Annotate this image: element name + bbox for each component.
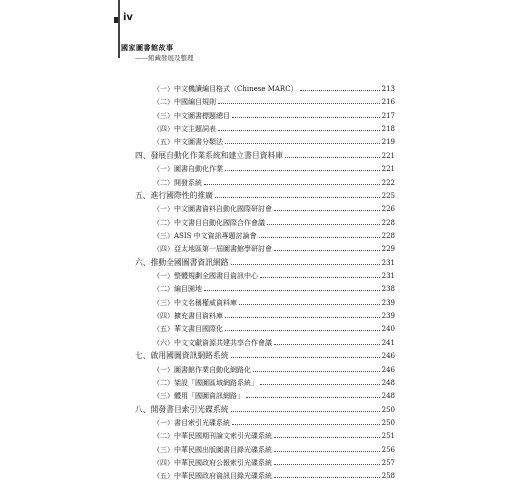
toc-entry-page-number: 216 bbox=[381, 98, 395, 107]
toc-entry-page-number: 228 bbox=[381, 218, 395, 227]
toc-entry-title: （一）書目索引光碟系統 bbox=[153, 418, 230, 427]
dot-leader bbox=[232, 108, 380, 118]
toc-subsection-entry bbox=[135, 175, 395, 188]
dot-leader bbox=[225, 308, 380, 318]
toc-subsection-entry bbox=[135, 228, 395, 241]
toc-entry-title: （六）中文文獻資源共建共享合作會議 bbox=[153, 338, 272, 347]
toc-subsection-entry bbox=[135, 415, 395, 428]
toc-entry-page-number: 219 bbox=[381, 138, 395, 147]
toc-subsection-entry bbox=[135, 134, 395, 147]
toc-entry-page-number: 256 bbox=[381, 445, 395, 454]
book-title: 國家圖書館故事 bbox=[121, 44, 174, 52]
dot-leader bbox=[232, 415, 380, 425]
toc-subsection-entry bbox=[135, 308, 395, 321]
dot-leader bbox=[274, 201, 380, 211]
toc-entry-title: （二）中文書目自動化國際合作會議 bbox=[153, 218, 265, 227]
toc-subsection-entry bbox=[135, 428, 395, 441]
toc-subsection-entry bbox=[135, 375, 395, 388]
toc-section-entry bbox=[135, 348, 395, 361]
dot-leader bbox=[274, 442, 380, 452]
toc-entry-page-number: 226 bbox=[381, 205, 395, 214]
toc-entry-page-number: 225 bbox=[381, 191, 395, 200]
dot-leader bbox=[231, 255, 380, 265]
dot-leader bbox=[274, 241, 380, 251]
toc-entry-title: （二）編目園地 bbox=[153, 285, 202, 294]
dot-leader bbox=[218, 94, 380, 104]
toc-entry-title: （二）中國編目規則 bbox=[153, 98, 216, 107]
toc-entry-page-number: 213 bbox=[381, 85, 395, 93]
toc-entry-page-number: 229 bbox=[381, 245, 395, 254]
toc-subsection-entry bbox=[135, 94, 395, 107]
toc-entry-page-number: 217 bbox=[381, 111, 395, 120]
toc-entry-page-number: 231 bbox=[381, 272, 395, 281]
toc-entry-title: （五）中文圖書分類法 bbox=[153, 138, 223, 147]
page-number: iv bbox=[123, 12, 133, 23]
toc-entry-title: （三）ASIS 中文資訊專題討論會 bbox=[153, 231, 257, 240]
dot-leader bbox=[274, 468, 380, 478]
toc-entry-page-number: 240 bbox=[381, 325, 395, 334]
dot-leader bbox=[267, 215, 380, 225]
toc-subsection-entry bbox=[135, 295, 395, 308]
toc-subsection-entry bbox=[135, 362, 395, 375]
toc-entry-page-number: 222 bbox=[381, 178, 395, 187]
toc-subsection-entry bbox=[135, 468, 395, 481]
toc-entry-page-number: 221 bbox=[381, 165, 395, 174]
toc-subsection-entry bbox=[135, 442, 395, 455]
toc-entry-title: （二）開發系統 bbox=[153, 178, 202, 187]
toc-subsection-entry bbox=[135, 321, 395, 334]
toc-entry-title: 五、進行國際性的推廣 bbox=[135, 190, 213, 200]
toc-entry-page-number: 246 bbox=[381, 365, 395, 374]
dot-leader bbox=[225, 321, 380, 331]
toc-entry-page-number: 239 bbox=[381, 298, 395, 307]
toc-subsection-entry bbox=[135, 81, 395, 94]
toc-subsection-entry bbox=[135, 121, 395, 134]
toc-entry-page-number: 238 bbox=[381, 285, 395, 294]
table-of-contents bbox=[135, 81, 395, 482]
toc-entry-title: （一）圖書館作業自動化網路化 bbox=[153, 365, 251, 374]
dot-leader bbox=[231, 402, 380, 412]
dot-leader bbox=[225, 134, 380, 144]
toc-subsection-entry bbox=[135, 455, 395, 468]
toc-entry-title: （一）中文圖書資料自動化國際研討會 bbox=[153, 205, 272, 214]
toc-entry-page-number: 241 bbox=[381, 338, 395, 347]
toc-entry-page-number: 218 bbox=[381, 125, 395, 134]
toc-subsection-entry bbox=[135, 281, 395, 294]
toc-entry-title: （四）擴充書目資料庫 bbox=[153, 312, 223, 321]
dot-leader bbox=[215, 188, 380, 198]
toc-entry-page-number: 258 bbox=[381, 472, 395, 481]
toc-entry-page-number: 228 bbox=[381, 231, 395, 240]
dot-leader bbox=[300, 81, 380, 91]
toc-entry-page-number: 248 bbox=[381, 378, 395, 387]
toc-entry-page-number: 257 bbox=[381, 459, 395, 468]
book-subtitle: ——館藏發展及整理 bbox=[135, 54, 194, 62]
dot-leader bbox=[285, 148, 379, 158]
dot-leader bbox=[253, 362, 380, 372]
toc-section-entry bbox=[135, 188, 395, 201]
page-marker bbox=[114, 17, 118, 23]
toc-entry-title: （四）中文主題詞表 bbox=[153, 125, 216, 134]
dot-leader bbox=[274, 428, 380, 438]
toc-entry-title: 六、推動全國圖書資訊網路 bbox=[135, 257, 229, 267]
toc-subsection-entry bbox=[135, 201, 395, 214]
toc-entry-title: （一）中文機讀編目格式（Chinese MARC） bbox=[153, 85, 298, 93]
toc-subsection-entry bbox=[135, 161, 395, 174]
toc-entry-page-number: 231 bbox=[381, 258, 395, 267]
toc-entry-title: （一）圖書自動化作業 bbox=[153, 165, 223, 174]
toc-entry-page-number: 250 bbox=[381, 418, 395, 427]
toc-entry-page-number: 248 bbox=[381, 392, 395, 401]
toc-subsection-entry bbox=[135, 108, 395, 121]
dot-leader bbox=[260, 375, 380, 385]
toc-entry-title: （四）亞太地區第一屆圖書館學研討會 bbox=[153, 245, 272, 254]
dot-leader bbox=[231, 348, 380, 358]
toc-entry-page-number: 251 bbox=[381, 432, 395, 441]
toc-entry-title: （三）體用「國圖資訊網路」 bbox=[153, 392, 244, 401]
dot-leader bbox=[259, 228, 380, 238]
toc-subsection-entry bbox=[135, 241, 395, 254]
dot-leader bbox=[204, 281, 380, 291]
toc-section-entry bbox=[135, 402, 395, 415]
toc-entry-title: （五）華文書目國際化 bbox=[153, 325, 223, 334]
toc-section-entry bbox=[135, 255, 395, 268]
toc-section-entry bbox=[135, 148, 395, 161]
toc-entry-title: （三）中文圖書標題總目 bbox=[153, 111, 230, 120]
dot-leader bbox=[274, 335, 380, 345]
dot-leader bbox=[274, 455, 380, 465]
toc-entry-title: 四、發展自動化作業系統和建立書目資料庫 bbox=[135, 150, 284, 160]
toc-entry-page-number: 221 bbox=[381, 151, 395, 160]
dot-leader bbox=[218, 121, 380, 131]
toc-entry-page-number: 250 bbox=[381, 405, 395, 414]
dot-leader bbox=[239, 295, 380, 305]
toc-entry-title: （五）中華民國政府資訊目錄光碟系統 bbox=[153, 472, 272, 481]
toc-entry-title: （三）中華民國出版圖書目錄光碟系統 bbox=[153, 445, 272, 454]
toc-entry-title: （四）中華民國政府公報索引光碟系統 bbox=[153, 459, 272, 468]
toc-entry-title: 八、開發書目索引光碟系統 bbox=[135, 404, 229, 414]
dot-leader bbox=[260, 268, 380, 278]
toc-entry-page-number: 246 bbox=[381, 352, 395, 361]
toc-subsection-entry bbox=[135, 335, 395, 348]
toc-entry-title: 七、啟用國圖資訊網路系統 bbox=[135, 351, 229, 361]
toc-subsection-entry bbox=[135, 388, 395, 401]
toc-entry-title: （一）整體規劃全國書目資訊中心 bbox=[153, 272, 258, 281]
toc-entry-title: （二）架設「國圖區域網路系統」 bbox=[153, 378, 258, 387]
dot-leader bbox=[246, 388, 380, 398]
toc-subsection-entry bbox=[135, 268, 395, 281]
dot-leader bbox=[225, 161, 380, 171]
toc-entry-page-number: 239 bbox=[381, 312, 395, 321]
toc-entry-title: （二）中華民國期刊論文索引光碟系統 bbox=[153, 432, 272, 441]
dot-leader bbox=[204, 175, 380, 185]
toc-entry-title: （三）中文名稱權威資料庫 bbox=[153, 298, 237, 307]
margin-rule bbox=[118, 0, 120, 58]
